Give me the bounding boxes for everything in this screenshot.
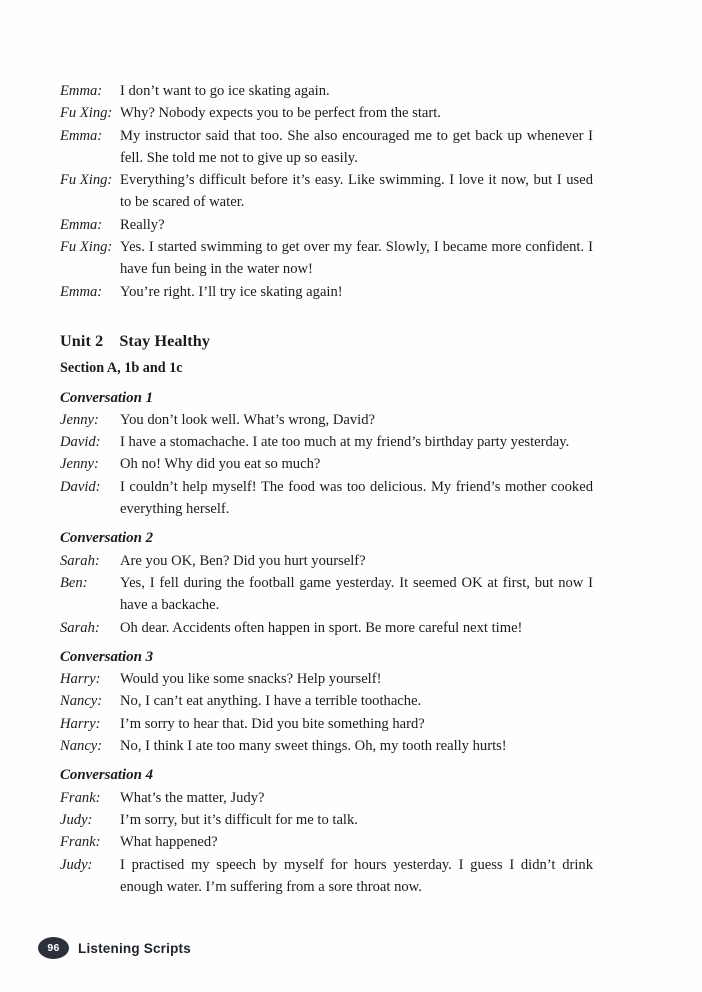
speaker-name: Nancy: <box>60 693 103 710</box>
utterance-text: What’s the matter, Judy? <box>120 789 265 806</box>
speaker-name: Emma: <box>60 283 103 300</box>
conversation-heading: Conversation 3 <box>60 648 154 665</box>
utterance-text: My instructor said that too. She also encouraged me to get back up whenever I fell. She told me not to give up so easily. <box>120 127 593 166</box>
dialogue-line <box>60 125 593 170</box>
dialogue-line <box>60 550 593 572</box>
dialogue-line <box>60 809 593 831</box>
dialogue-line <box>60 236 593 281</box>
unit-heading <box>60 330 593 352</box>
speaker-name: Judy: <box>60 856 93 873</box>
conversation-heading: Conversation 4 <box>60 767 154 784</box>
speaker-name: Emma: <box>60 127 103 144</box>
dialogue-line <box>60 102 593 124</box>
dialogue-line <box>60 169 593 214</box>
speaker-name: Fu Xing: <box>60 172 113 189</box>
utterance-text: I’m sorry, but it’s difficult for me to talk. <box>120 811 358 828</box>
speaker-name: Fu Xing: <box>60 239 113 256</box>
speaker-name: Emma: <box>60 83 103 99</box>
speaker-name: Jenny: <box>60 456 99 473</box>
utterance-text: You’re right. I’ll try ice skating again! <box>120 283 343 300</box>
utterance-text: Yes, I fell during the football game yesterday. It seemed OK at first, but now I have a backache. <box>120 574 593 614</box>
dialogue-line <box>60 735 593 757</box>
dialogue-block <box>60 409 593 520</box>
dialogue-line <box>60 831 593 853</box>
dialogue-line <box>60 281 593 303</box>
dialogue-line <box>60 690 593 712</box>
utterance-text: I have a stomachache. I ate too much at my friend’s birthday party yesterday. <box>120 434 570 451</box>
unit-title: Stay Healthy <box>119 331 211 350</box>
dialogue-line <box>60 572 593 617</box>
utterance-text: You don’t look well. What’s wrong, David? <box>120 411 375 428</box>
dialogue-line <box>60 431 593 453</box>
speaker-name: Harry: <box>60 671 101 688</box>
dialogue-line <box>60 617 593 639</box>
utterance-text: No, I can’t eat anything. I have a terrible toothache. <box>120 693 422 710</box>
page-footer <box>38 937 191 959</box>
utterance-text: Yes. I started swimming to get over my fear. Slowly, I became more confident. I have fun being in the water now! <box>120 239 593 278</box>
utterance-text: I’m sorry to hear that. Did you bite something hard? <box>120 715 425 732</box>
dialogue-line <box>60 453 593 475</box>
speaker-name: Harry: <box>60 715 101 732</box>
speaker-name: Frank: <box>60 789 101 806</box>
page-number-badge: 96 <box>38 937 69 959</box>
dialogue-block <box>60 550 593 639</box>
utterance-text: Really? <box>120 216 165 233</box>
speaker-name: Nancy: <box>60 738 103 755</box>
dialogue-block <box>60 787 593 898</box>
speaker-name: Sarah: <box>60 552 100 569</box>
dialogue-line <box>60 214 593 236</box>
dialogue-block <box>60 80 593 303</box>
dialogue-line <box>60 854 593 899</box>
speaker-name: Jenny: <box>60 411 99 428</box>
utterance-text: I practised my speech by myself for hours yesterday. I guess I didn’t drink enough water. I’m suffering from a sore throat now. <box>120 856 593 895</box>
utterance-text: I couldn’t help myself! The food was too delicious. My friend’s mother cooked everything herself. <box>120 478 593 518</box>
speaker-name: David: <box>60 478 101 495</box>
unit-label: Unit 2 <box>60 331 104 350</box>
dialogue-line <box>60 713 593 735</box>
conversation-heading: Conversation 2 <box>60 530 154 547</box>
section-heading: Section A, 1b and 1c <box>60 360 183 377</box>
dialogue-block <box>60 668 593 757</box>
utterance-text: What happened? <box>120 834 218 851</box>
speaker-name: Judy: <box>60 811 93 828</box>
footer-section-label: Listening Scripts <box>78 940 191 956</box>
speaker-name: Fu Xing: <box>60 105 113 122</box>
speaker-name: Emma: <box>60 216 103 233</box>
listening-scripts-content <box>60 80 593 898</box>
dialogue-line <box>60 409 593 431</box>
utterance-text: Would you like some snacks? Help yourself! <box>120 671 382 688</box>
utterance-text: I don’t want to go ice skating again. <box>120 83 330 99</box>
dialogue-line <box>60 80 593 102</box>
speaker-name: David: <box>60 434 101 451</box>
utterance-text: Why? Nobody expects you to be perfect from the start. <box>120 105 441 122</box>
utterance-text: Oh no! Why did you eat so much? <box>120 456 321 473</box>
speaker-name: Sarah: <box>60 619 100 636</box>
utterance-text: No, I think I ate too many sweet things. Oh, my tooth really hurts! <box>120 738 507 755</box>
utterance-text: Oh dear. Accidents often happen in sport. Be more careful next time! <box>120 619 523 636</box>
utterance-text: Everything’s difficult before it’s easy. Like swimming. I love it now, but I used to be scared of water. <box>120 172 593 211</box>
speaker-name: Ben: <box>60 574 88 591</box>
conversation-heading: Conversation 1 <box>60 389 154 406</box>
utterance-text: Are you OK, Ben? Did you hurt yourself? <box>120 552 366 569</box>
dialogue-line <box>60 668 593 690</box>
speaker-name: Frank: <box>60 834 101 851</box>
dialogue-line <box>60 476 593 521</box>
dialogue-line <box>60 787 593 809</box>
